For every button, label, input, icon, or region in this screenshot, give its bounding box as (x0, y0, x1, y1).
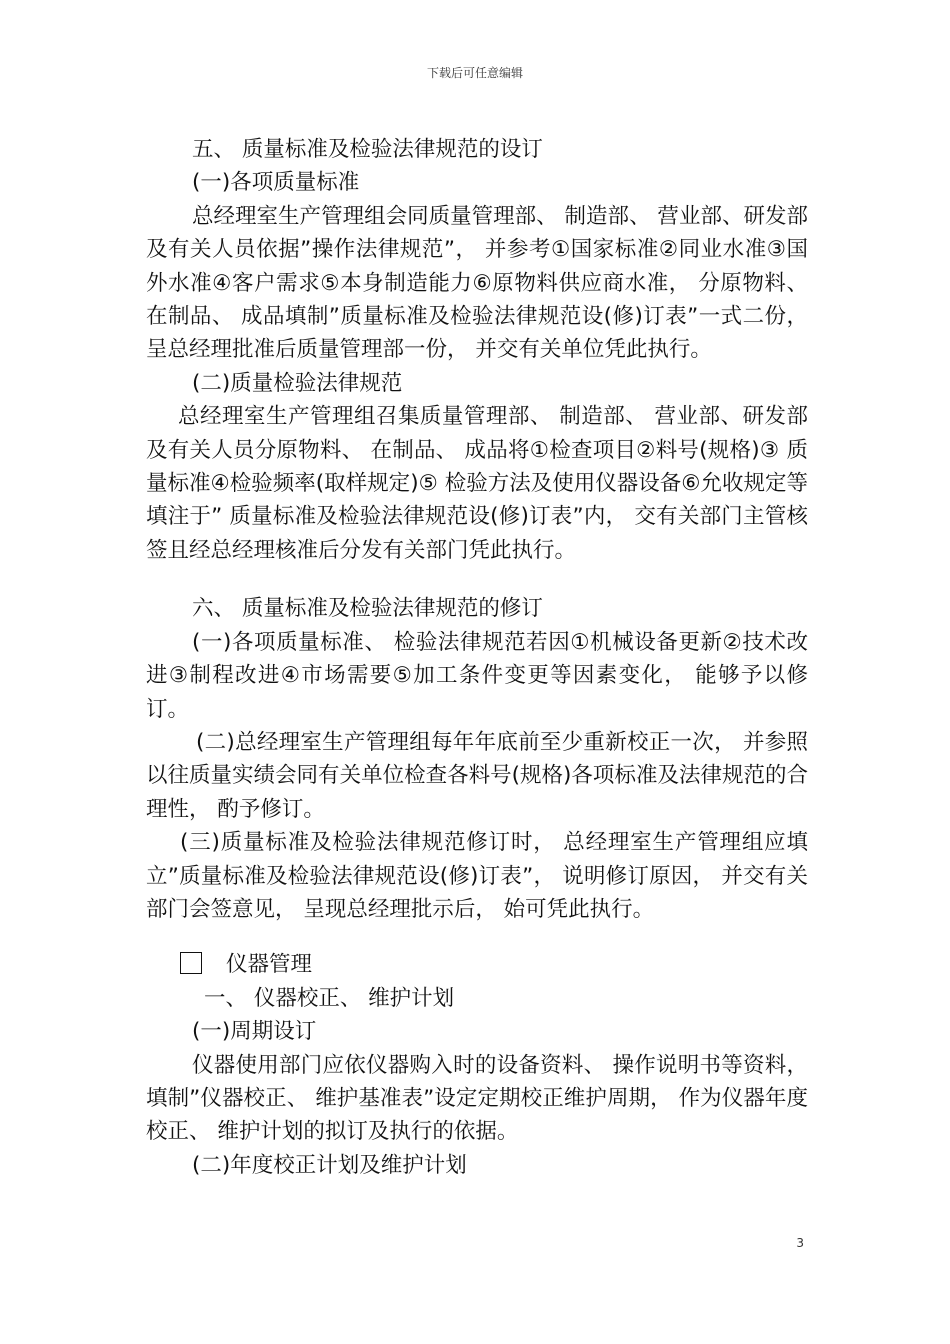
instrument-1-title: 一、 仪器校正、 维护计划 (204, 985, 455, 1011)
section-5-2-title: (二)质量检验法律规范 (192, 370, 403, 396)
spacer (146, 926, 808, 948)
section-5-1-title: (一)各项质量标准 (192, 170, 360, 196)
instrument-1-2-title: (二)年度校正计划及维护计划 (192, 1152, 467, 1178)
instrument-1-1-body: 仪器使用部门应依仪器购入时的设备资料、 操作说明书等资料， 填制”仪器校正、 维护基准表”设定定期校正维护周期， 作为仪器年度校正、 维护计划的拟订及执行的依据。 (146, 1052, 808, 1145)
page-header-note: 下载后可任意编辑 (426, 66, 523, 80)
instrument-section-heading (146, 948, 808, 981)
section-5-1-body: 总经理室生产管理组会同质量管理部、 制造部、 营业部、研发部及有关人员依据”操作法律规范”， 并参考①国家标准②同业水准③国外水准④客户需求⑤本身制造能力⑥原物料供应商水准， 分原物料、 在制品、 成品填制”质量标准及检验法律规范设(修)订表”一式二份， 呈总经理批准后质量管理部一份， 并交有关单位凭此执行。 (146, 203, 808, 363)
section-6-title: 六、 质量标准及检验法律规范的修订 (192, 596, 543, 622)
document-body (146, 133, 808, 1182)
section-5-title: 五、 质量标准及检验法律规范的设订 (192, 137, 543, 162)
instrument-section-title: 仪器管理 (226, 952, 313, 978)
section-5-2-body: 总经理室生产管理组召集质量管理部、 制造部、 营业部、研发部及有关人员分原物料、 在制品、 成品将①检查项目②料号(规格)③ 质量标准④检验频率(取样规定)⑤ 检验方法及使用仪器设备⑥允收规定等填注于” 质量标准及检验法律规范设(修)订表”内， 交有关部门主管核签且经总经理核准后分发有关部门凭此执行。 (146, 404, 808, 563)
section-6-2-body: (二)总经理室生产管理组每年年底前至少重新校正一次， 并参照以往质量实绩会同有关单位检查各料号(规格)各项标准及法律规范的合理性， 酌予修订。 (146, 729, 808, 822)
checkbox-icon (180, 952, 202, 974)
section-6-1-body: (一)各项质量标准、 检验法律规范若因①机械设备更新②技术改进③制程改进④市场需要⑤加工条件变更等因素变化， 能够予以修订。 (146, 629, 808, 722)
page-number: 3 (796, 1236, 804, 1250)
section-6-3-body: (三)质量标准及检验法律规范修订时， 总经理室生产管理组应填立”质量标准及检验法律规范设(修)订表”， 说明修订原因， 并交有关部门会签意见， 呈现总经理批示后， 始可凭此执行。 (146, 830, 808, 922)
instrument-1-1-title: (一)周期设订 (192, 1019, 317, 1045)
spacer (146, 567, 808, 592)
